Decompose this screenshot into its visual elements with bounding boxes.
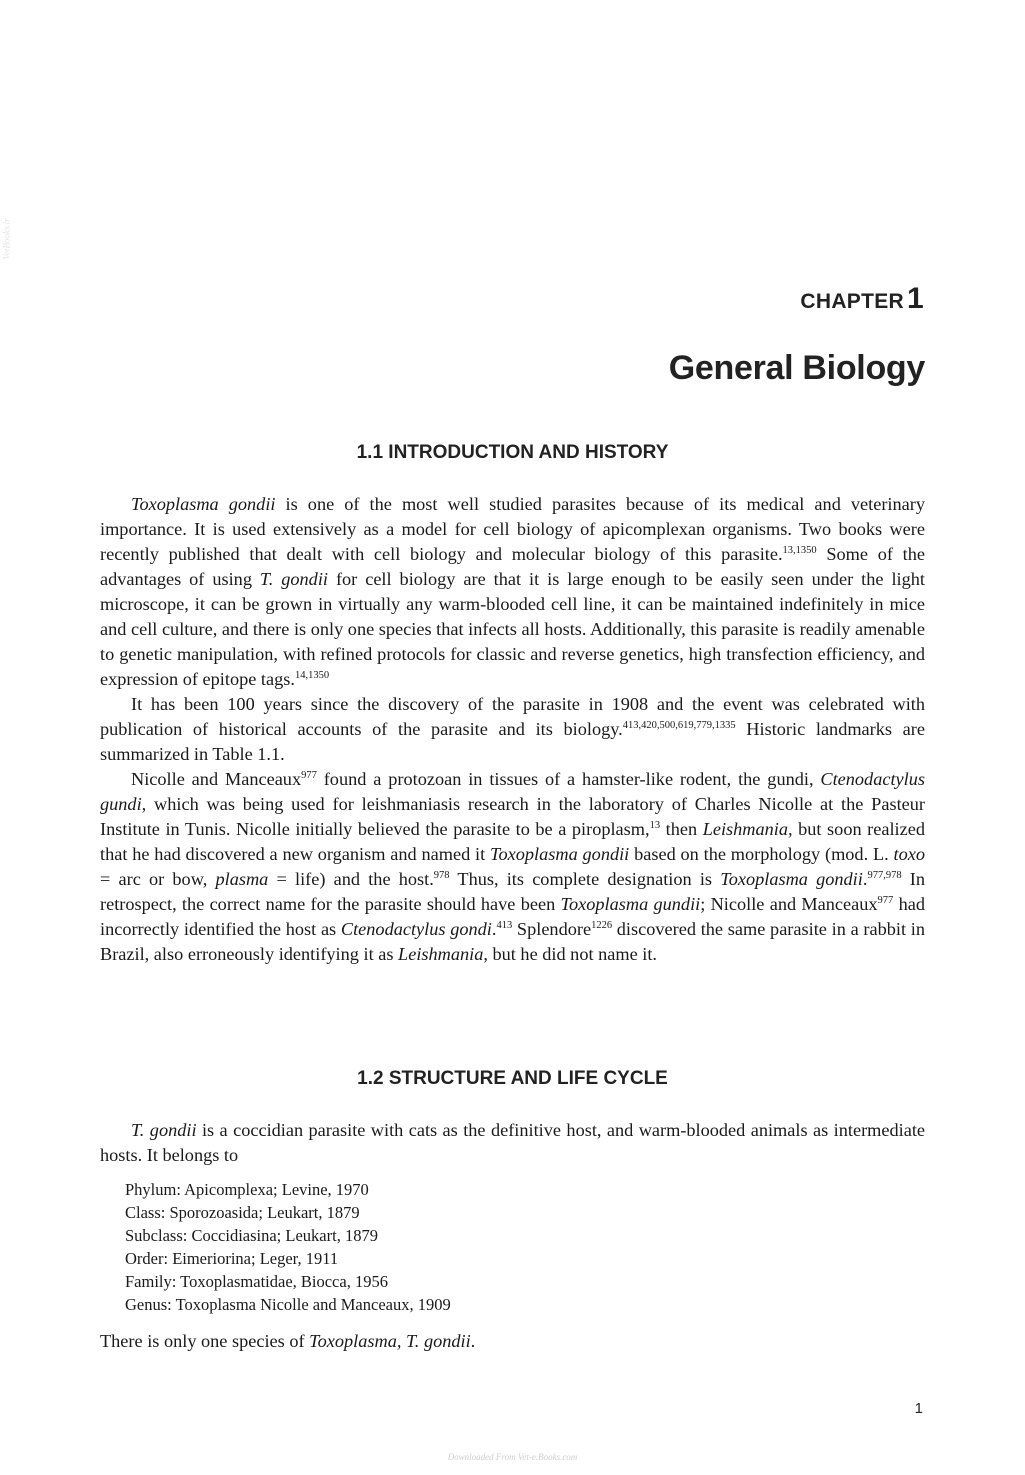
text-run: for cell biology are that it is large enough to be easily seen under the light microscope, it can be grown in virtually any warm-blooded cell line, it can be maintained indefinitely in mice and cell culture, and there is only one species that infects all hosts. Additionally, this parasite is readily amenable to genetic manipulation, with refined protocols for classic and reverse genetics, high transfection efficiency, and expression of epitope tags.: [100, 569, 925, 689]
italic-term: Toxoplasma gondii: [720, 869, 863, 889]
taxonomy-genus: Genus: Toxoplasma Nicolle and Manceaux, 1909: [125, 1295, 451, 1314]
closing-species: Toxoplasma, T. gondii: [309, 1331, 471, 1351]
citation-ref: 13: [649, 819, 661, 831]
text-run: which was being used for leishmaniasis research in the laboratory of Charles Nicolle at the Pasteur Institute in Tunis. Nicolle initially believed the parasite to be a piroplasm,: [100, 794, 925, 839]
paragraph-4: [100, 1118, 925, 1168]
text-run: discovered the same parasite in a rabbit in Brazil, also erroneously identifying it as: [100, 919, 925, 964]
text-run: , but he did not name it.: [483, 944, 658, 964]
intro-body: [100, 492, 925, 967]
italic-term: Leishmania,: [702, 819, 793, 839]
text-run: found a protozoan in tissues of a hamster-like rodent, the gundi,: [316, 769, 821, 789]
text-run: is a coccidian parasite with cats as the definitive host, and warm-blooded animals as intermediate hosts. It belongs to: [100, 1120, 926, 1165]
paragraph-3: [100, 767, 925, 967]
text-run: It has been 100 years since the discovery of the parasite in 1908 and the event was celebrated with publication of historical accounts of the parasite and its biology.: [100, 694, 925, 739]
taxonomy-list: [125, 1178, 451, 1316]
page-number: 1: [914, 1400, 923, 1417]
italic-term: T. gondii: [131, 1120, 197, 1140]
italic-term: Ctenodactylus gundi,: [100, 769, 925, 814]
taxonomy-phylum: Phylum: Apicomplexa; Levine, 1970: [125, 1180, 369, 1199]
text-run: but soon realized that he had discovered a new organism and named it: [100, 819, 925, 864]
structure-body: [100, 1118, 925, 1168]
italic-term: Leishmania: [398, 944, 484, 964]
side-watermark: VetBooks.ir: [1, 218, 12, 260]
paragraph-1: [100, 492, 925, 692]
text-run: = arc or bow,: [100, 869, 216, 889]
text-run: had incorrectly identified the host as: [100, 894, 925, 939]
text-run: ; Nicolle and Manceaux: [700, 894, 878, 914]
closing-text: There is only one species of: [100, 1331, 310, 1351]
text-run: Nicolle and Manceaux: [131, 769, 302, 789]
italic-term: T. gondii: [259, 569, 328, 589]
chapter-title: General Biology: [668, 349, 925, 387]
chapter-word: CHAPTER: [800, 290, 904, 313]
chapter-label: [800, 282, 924, 316]
citation-ref: 977,978: [867, 869, 902, 881]
paragraph-2: [100, 692, 925, 767]
citation-ref: 1226: [591, 919, 613, 931]
closing-period: .: [470, 1331, 476, 1351]
citation-ref: 13,1350: [782, 544, 817, 556]
citation-ref: 977: [877, 894, 894, 906]
text-run: Some of the advantages of using: [100, 544, 925, 589]
section-heading-intro: 1.1 INTRODUCTION AND HISTORY: [356, 442, 669, 463]
citation-ref: 413: [496, 919, 513, 931]
italic-term: Toxoplasma gundii: [560, 894, 701, 914]
taxonomy-order: Order: Eimeriorina; Leger, 1911: [125, 1249, 339, 1268]
text-run: .: [491, 919, 497, 939]
citation-ref: 413,420,500,619,779,1335: [622, 719, 736, 731]
section-heading-structure: 1.2 STRUCTURE AND LIFE CYCLE: [357, 1068, 668, 1089]
text-run: = life) and the host.: [268, 869, 434, 889]
text-run: Historic landmarks are summarized in Table 1.1.: [100, 719, 925, 764]
text-run: then: [660, 819, 703, 839]
italic-term: toxo: [893, 844, 925, 864]
italic-term: Ctenodactylus gondi: [340, 919, 492, 939]
text-run: based on the morphology (mod. L.: [629, 844, 894, 864]
text-run: Splendore: [512, 919, 592, 939]
closing-sentence: [100, 1329, 475, 1354]
chapter-number: 1: [907, 282, 924, 315]
italic-term: Toxoplasma gondii: [490, 844, 630, 864]
text-run: In retrospect, the correct name for the parasite should have been: [100, 869, 925, 914]
citation-ref: 978: [433, 869, 450, 881]
taxonomy-subclass: Subclass: Coccidiasina; Leukart, 1879: [125, 1226, 378, 1245]
citation-ref: 14,1350: [294, 669, 330, 681]
text-run: Thus, its complete designation is: [449, 869, 721, 889]
taxonomy-class: Class: Sporozoasida; Leukart, 1879: [125, 1203, 360, 1222]
taxonomy-family: Family: Toxoplasmatidae, Biocca, 1956: [125, 1272, 388, 1291]
citation-ref: 977: [301, 769, 317, 781]
text-run: is one of the most well studied parasites because of its medical and veterinary importance. It is used extensively as a model for cell biology of apicomplexan organisms. Two books were recently published that dealt with cell biology and molecular biology of this parasite.: [100, 494, 925, 564]
text-run: .: [862, 869, 868, 889]
italic-term: Toxoplasma gondii: [131, 494, 276, 514]
bottom-watermark: Downloaded From Vet-e.Books.com: [447, 1452, 578, 1462]
italic-term: plasma: [215, 869, 269, 889]
